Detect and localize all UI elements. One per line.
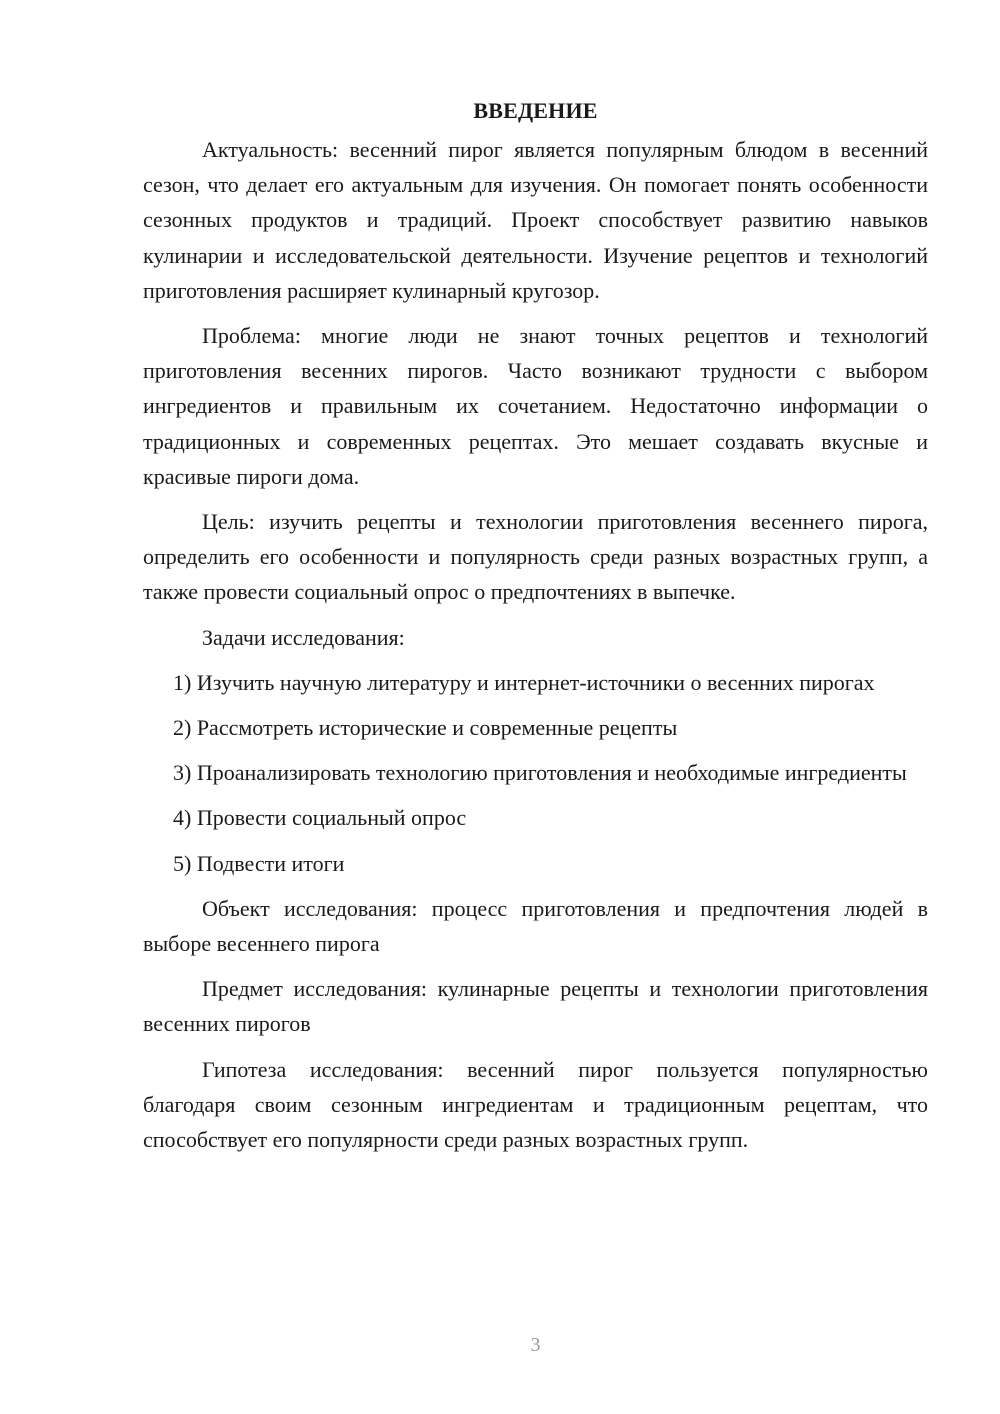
task-item-2: 2) Рассмотреть исторические и современные рецепты: [173, 715, 678, 741]
tasks-heading: Задачи исследования:: [202, 624, 405, 650]
relevance-paragraph: Актуальность: весенний пирог является популярным блюдом в весенний сезон, что делает его актуальным для изучения. Он помогает понять особенности сезонных продуктов и традиций. Проект способствует развитию навыков кулинарии и исследовательской деятельности. Изучение рецептов и технологий приготовления расширяет кулинарный кругозор.: [143, 137, 928, 303]
task-item-3: 3) Проанализировать технологию приготовления и необходимые ингредиенты: [173, 760, 907, 786]
problem-paragraph: Проблема: многие люди не знают точных рецептов и технологий приготовления весенних пирогов. Часто возникают трудности с выбором ингредиентов и правильным их сочетанием. Недостаточно информации о традиционных и современных рецептах. Это мешает создавать вкусные и красивые пироги дома.: [143, 323, 928, 489]
task-item-5: 5) Подвести итоги: [173, 850, 345, 876]
page-number: 3: [530, 1334, 541, 1356]
hypothesis-paragraph: Гипотеза исследования: весенний пирог пользуется популярностью благодаря своим сезонным ингредиентам и традиционным рецептам, что способствует его популярности среди разных возрастных групп.: [143, 1056, 928, 1153]
goal-paragraph: Цель: изучить рецепты и технологии приготовления весеннего пирога, определить его особенности и популярность среди разных возрастных групп, а также провести социальный опрос о предпочтениях в выпечке.: [143, 509, 928, 605]
task-item-4: 4) Провести социальный опрос: [173, 805, 467, 831]
object-paragraph: Объект исследования: процесс приготовления и предпочтения людей в выборе весеннего пирога: [143, 895, 928, 957]
document-page: [143, 95, 928, 1157]
subject-paragraph: Предмет исследования: кулинарные рецепты и технологии приготовления весенних пирогов: [143, 976, 928, 1037]
page-title: ВВЕДЕНИЕ: [473, 98, 598, 123]
task-item-1: 1) Изучить научную литературу и интернет-источники о весенних пирогах: [173, 669, 875, 695]
